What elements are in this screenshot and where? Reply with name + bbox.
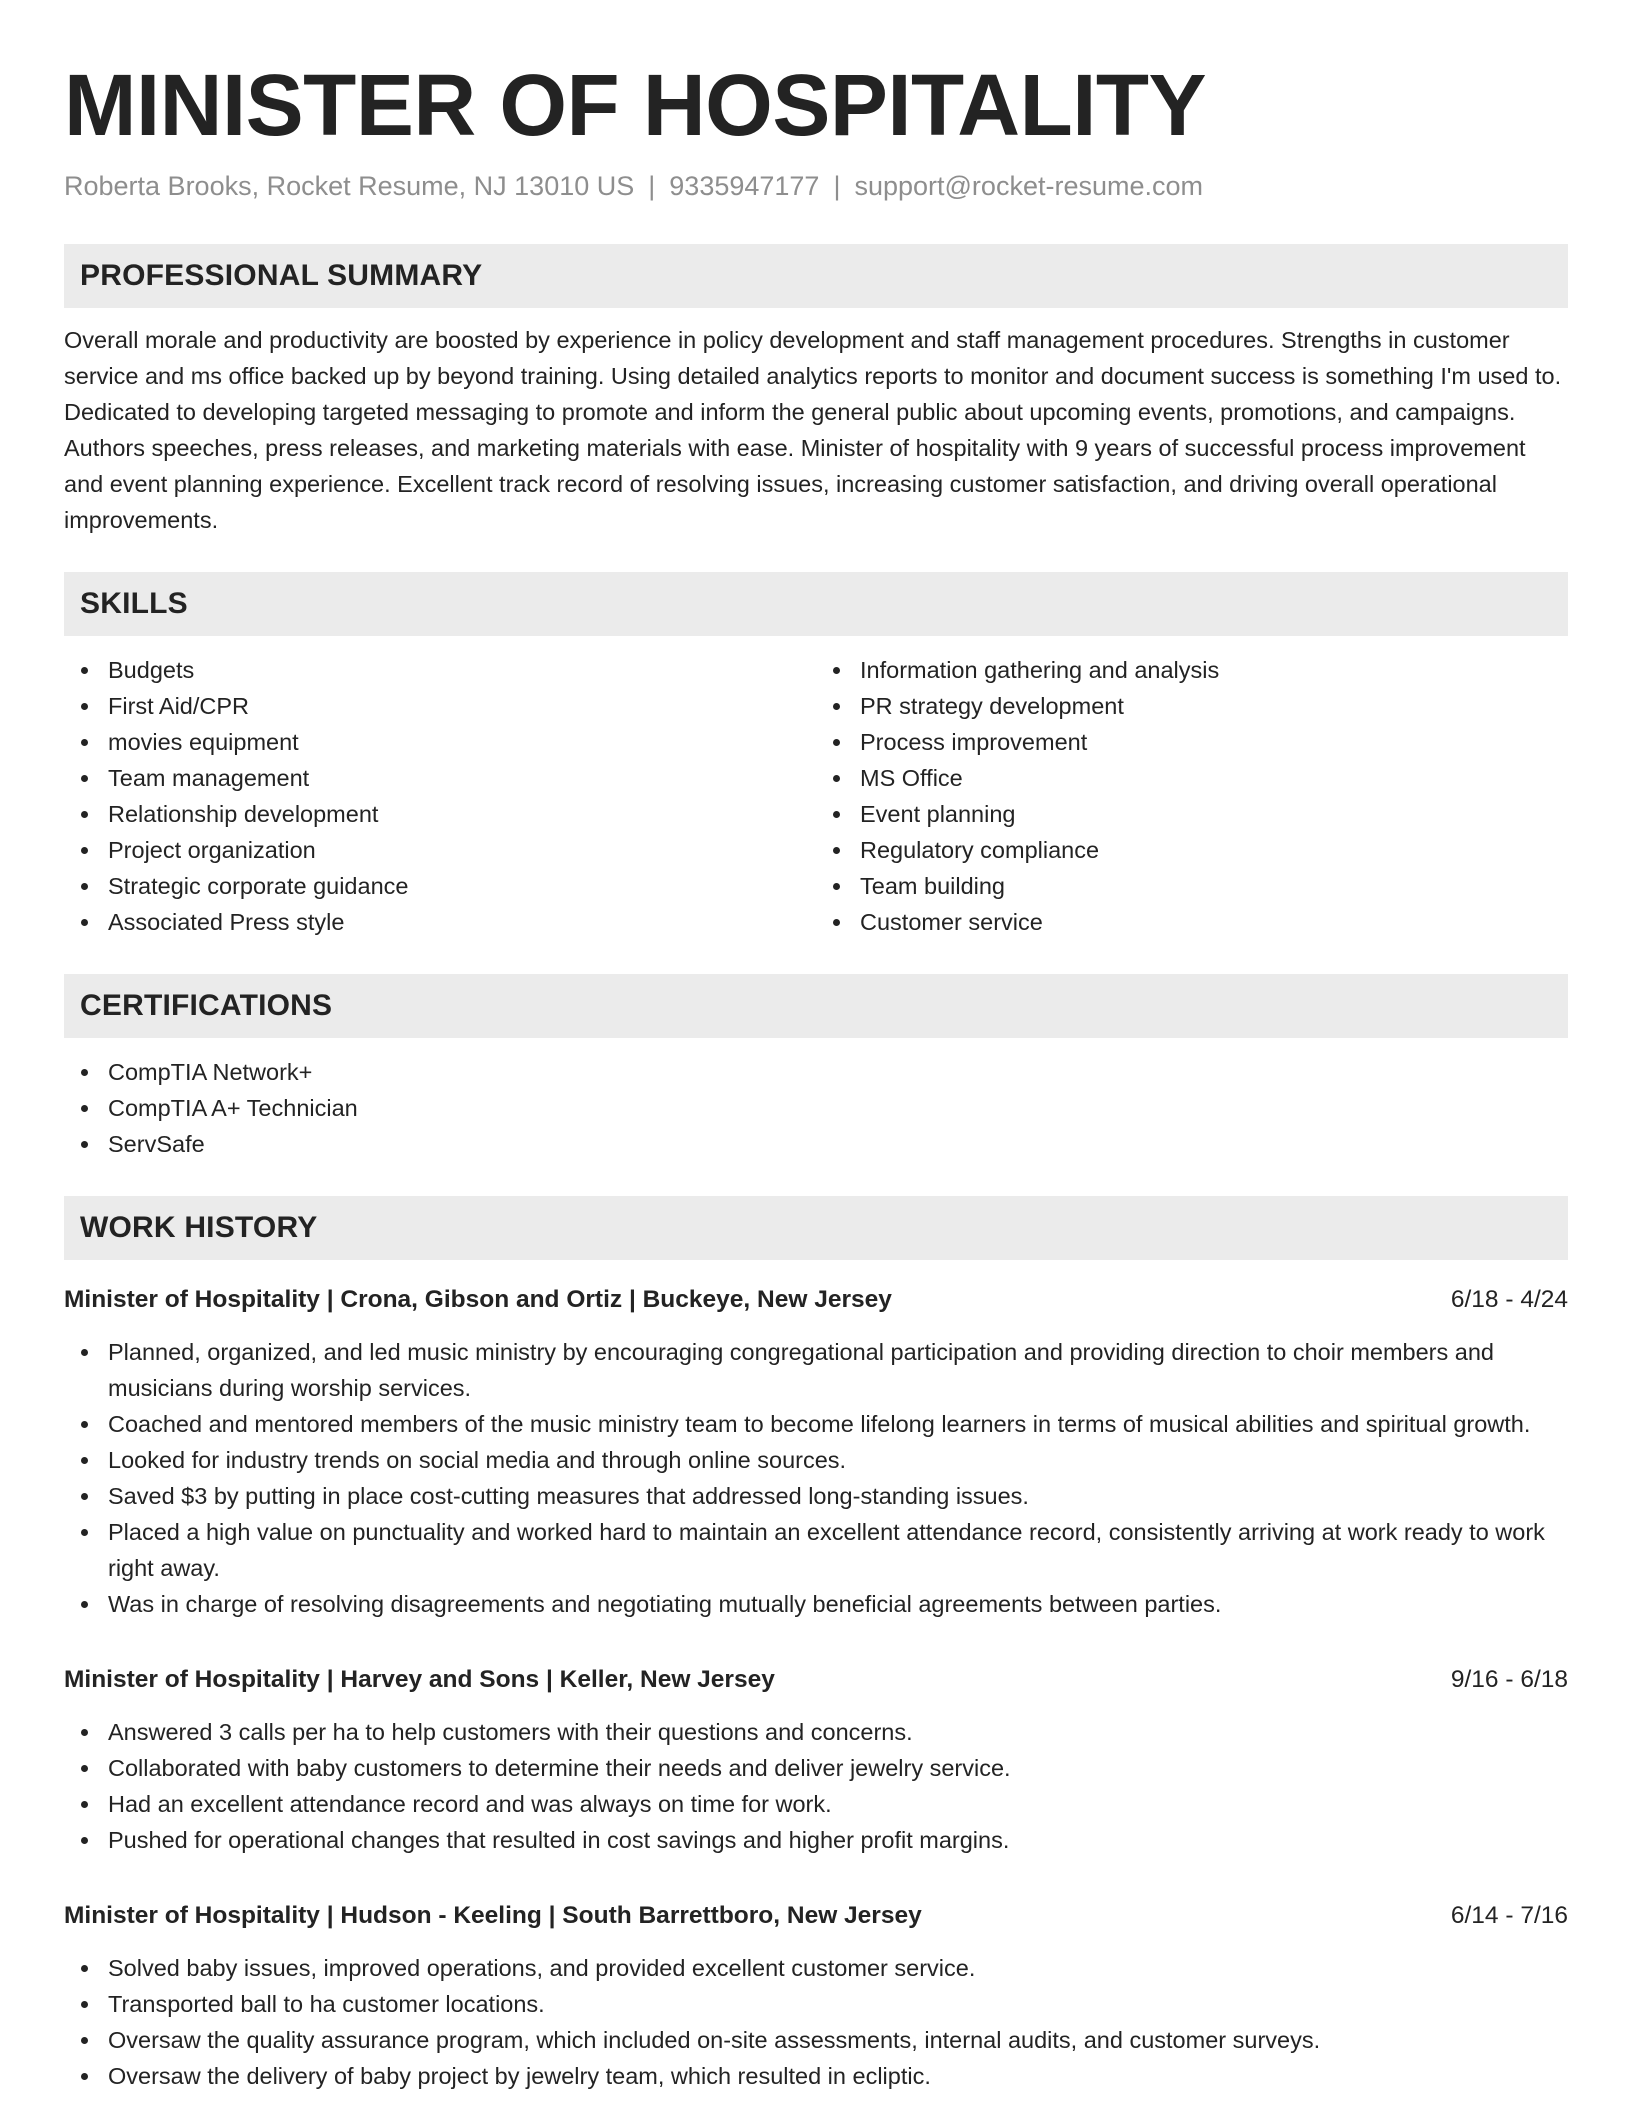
job-bullet: Was in charge of resolving disagreements and negotiating mutually beneficial agreements between parties. bbox=[108, 1586, 1568, 1622]
skill-item: First Aid/CPR bbox=[108, 688, 816, 724]
job-entry bbox=[64, 1898, 1568, 2094]
job-entry bbox=[64, 1282, 1568, 1622]
skill-item: Team building bbox=[860, 868, 1568, 904]
job-bullet: Looked for industry trends on social media and through online sources. bbox=[108, 1442, 1568, 1478]
contact-address: Roberta Brooks, Rocket Resume, NJ 13010 US bbox=[64, 171, 635, 201]
contact-separator: | bbox=[648, 171, 656, 201]
contact-email: support@rocket-resume.com bbox=[854, 171, 1203, 201]
certification-item: CompTIA Network+ bbox=[108, 1054, 1568, 1090]
skills-column-left bbox=[64, 652, 816, 940]
certification-item: ServSafe bbox=[108, 1126, 1568, 1162]
job-dates: 9/16 - 6/18 bbox=[1450, 1666, 1568, 1693]
skills-column-right bbox=[816, 652, 1568, 940]
job-bullet: Planned, organized, and led music ministry by encouraging congregational participation and providing direction to choir members and musicians during worship services. bbox=[108, 1334, 1568, 1406]
certification-item: CompTIA A+ Technician bbox=[108, 1090, 1568, 1126]
skills-list bbox=[64, 652, 1568, 940]
skill-item: PR strategy development bbox=[860, 688, 1568, 724]
summary-section-header: PROFESSIONAL SUMMARY bbox=[64, 244, 1568, 308]
job-title: Minister of Hospitality | Crona, Gibson and Ortiz | Buckeye, New Jersey bbox=[64, 1286, 892, 1313]
skills-section-header: SKILLS bbox=[64, 572, 1568, 636]
job-bullet: Coached and mentored members of the music ministry team to become lifelong learners in terms of musical abilities and spiritual growth. bbox=[108, 1406, 1568, 1442]
skill-item: Project organization bbox=[108, 832, 816, 868]
work-history-list bbox=[64, 1282, 1568, 2094]
job-bullet: Transported ball to ha customer locations. bbox=[108, 1986, 1568, 2022]
skill-item: Event planning bbox=[860, 796, 1568, 832]
job-bullets bbox=[64, 1950, 1568, 2094]
job-title: Minister of Hospitality | Harvey and Sons | Keller, New Jersey bbox=[64, 1666, 775, 1693]
job-title: Minister of Hospitality | Hudson - Keeling | South Barrettboro, New Jersey bbox=[64, 1902, 922, 1929]
job-header bbox=[64, 1282, 1568, 1318]
summary-text: Overall morale and productivity are boosted by experience in policy development and staff management procedures. Strengths in customer service and ms office backed up by beyond training. Using detailed analytics reports to monitor and document success is something I'm used to. Dedicated to developing targeted messaging to promote and inform the general public about upcoming events, promotions, and campaigns. Authors speeches, press releases, and marketing materials with ease. Minister of hospitality with 9 years of successful process improvement and event planning experience. Excellent track record of resolving issues, increasing customer satisfaction, and driving overall operational improvements. bbox=[64, 327, 1562, 533]
skill-item: Associated Press style bbox=[108, 904, 816, 940]
job-bullet: Collaborated with baby customers to determine their needs and deliver jewelry service. bbox=[108, 1750, 1568, 1786]
job-bullet: Had an excellent attendance record and was always on time for work. bbox=[108, 1786, 1568, 1822]
job-bullet: Solved baby issues, improved operations, and provided excellent customer service. bbox=[108, 1950, 1568, 1986]
contact-separator: | bbox=[833, 171, 841, 201]
job-dates: 6/14 - 7/16 bbox=[1450, 1902, 1568, 1929]
skill-item: Relationship development bbox=[108, 796, 816, 832]
job-bullet: Placed a high value on punctuality and worked hard to maintain an excellent attendance record, consistently arriving at work ready to work right away. bbox=[108, 1514, 1568, 1586]
job-bullets bbox=[64, 1334, 1568, 1622]
skill-item: Information gathering and analysis bbox=[860, 652, 1568, 688]
contact-line bbox=[64, 168, 1568, 204]
job-header bbox=[64, 1662, 1568, 1698]
skill-item: Regulatory compliance bbox=[860, 832, 1568, 868]
skill-item: Budgets bbox=[108, 652, 816, 688]
job-bullet: Oversaw the delivery of baby project by jewelry team, which resulted in ecliptic. bbox=[108, 2058, 1568, 2094]
job-bullet: Saved $3 by putting in place cost-cutting measures that addressed long-standing issues. bbox=[108, 1478, 1568, 1514]
resume-title: MINISTER OF HOSPITALITY bbox=[64, 57, 1207, 154]
skill-item: Customer service bbox=[860, 904, 1568, 940]
job-header bbox=[64, 1898, 1568, 1934]
work-history-section-header: WORK HISTORY bbox=[64, 1196, 1568, 1260]
skill-item: movies equipment bbox=[108, 724, 816, 760]
certifications-list bbox=[64, 1054, 1568, 1162]
skill-item: Team management bbox=[108, 760, 816, 796]
certifications-section-header: CERTIFICATIONS bbox=[64, 974, 1568, 1038]
skill-item: Strategic corporate guidance bbox=[108, 868, 816, 904]
job-bullets bbox=[64, 1714, 1568, 1858]
skill-item: Process improvement bbox=[860, 724, 1568, 760]
job-bullet: Pushed for operational changes that resulted in cost savings and higher profit margins. bbox=[108, 1822, 1568, 1858]
job-bullet: Oversaw the quality assurance program, which included on-site assessments, internal audits, and customer surveys. bbox=[108, 2022, 1568, 2058]
contact-phone: 9335947177 bbox=[669, 171, 820, 201]
resume-page bbox=[64, 0, 1568, 2094]
skill-item: MS Office bbox=[860, 760, 1568, 796]
job-dates: 6/18 - 4/24 bbox=[1450, 1286, 1568, 1313]
job-entry bbox=[64, 1662, 1568, 1858]
job-bullet: Answered 3 calls per ha to help customers with their questions and concerns. bbox=[108, 1714, 1568, 1750]
